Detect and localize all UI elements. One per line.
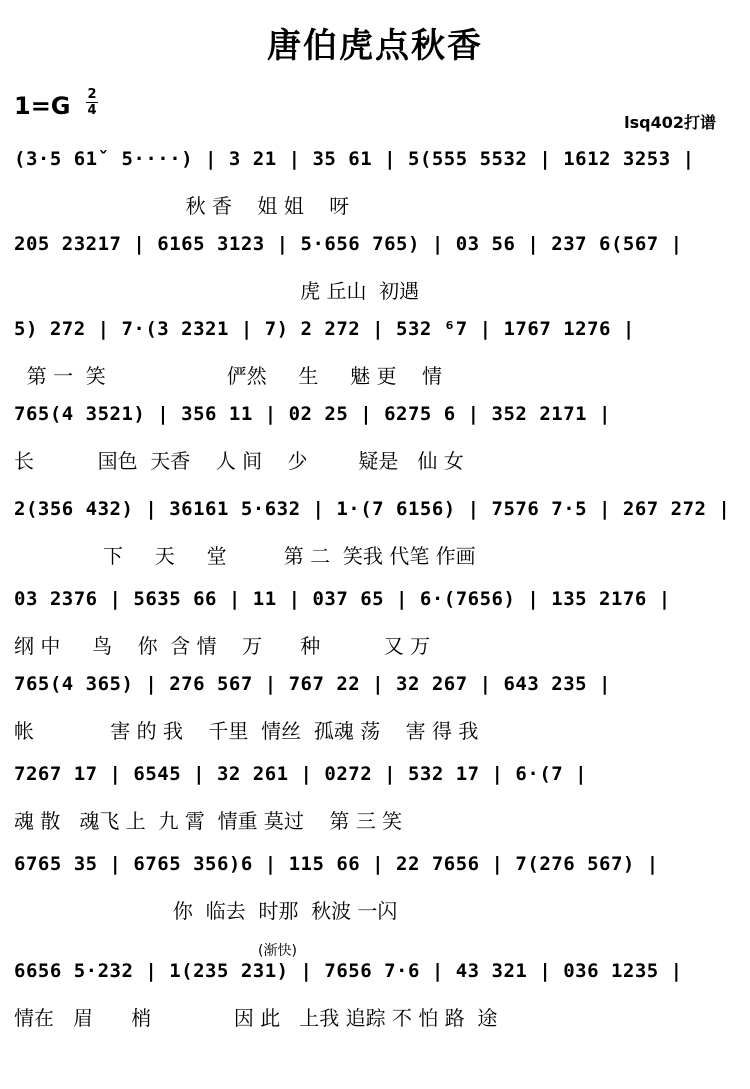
lyric-line: 下 天 堂 第 二 笑我 代笔 作画 [14,544,476,568]
time-signature-top: 2 [87,87,97,102]
transcriber-credit: lsq402打谱 [624,113,716,132]
tempo-marking: (渐快) [258,943,297,959]
lyric-line: 虎 丘山 初遇 [14,279,420,303]
key-signature: 1=G [14,92,71,120]
notation-line: (3·5 61ˇ 5····) | 3 21 | 35 61 | 5(555 5532 | 1612 3253 | [14,148,695,170]
lyric-line: 情在 眉 梢 因 此 上我 追踪 不 怕 路 途 [14,1006,498,1030]
lyric-line: 魂 散 魂飞 上 九 霄 情重 莫过 第 三 笑 [14,809,403,833]
notation-line: 03 2376 | 5635 66 | 11 | 037 65 | 6·(7656) | 135 2176 | [14,588,671,610]
notation-line: 6765 35 | 6765 356)6 | 115 66 | 22 7656 | 7(276 567) | [14,853,659,875]
lyric-line: 帐 害 的 我 千里 情丝 孤魂 荡 害 得 我 [14,719,479,743]
time-signature [86,88,98,117]
time-signature-bottom: 4 [87,103,97,118]
lyric-line: 长 国色 天香 人 间 少 疑是 仙 女 [14,449,464,473]
notation-line: 7267 17 | 6545 | 32 261 | 0272 | 532 17 | 6·(7 | [14,763,588,785]
notation-line: 2(356 432) | 36161 5·632 | 1·(7 6156) | 7576 7·5 | 267 272 | [14,498,731,520]
lyric-line: 你 临去 时那 秋波 一闪 [14,899,398,923]
notation-line: 205 23217 | 6165 3123 | 5·656 765) | 03 56 | 237 6(567 | [14,233,683,255]
lyric-line: 秋 香 姐 姐 呀 [14,194,350,218]
notation-line: 765(4 365) | 276 567 | 767 22 | 32 267 | 643 235 | [14,673,611,695]
notation-line: 765(4 3521) | 356 11 | 02 25 | 6275 6 | 352 2171 | [14,403,611,425]
lyric-line: 纲 中 鸟 你 含 情 万 种 又 万 [14,634,431,658]
lyric-line: 第 一 笑 俨然 生 魅 更 情 [14,364,442,388]
notation-line: 5) 272 | 7·(3 2321 | 7) 2 272 | 532 ⁶7 | 1767 1276 | [14,318,635,340]
notation-line: 6656 5·232 | 1(235 231) | 7656 7·6 | 43 321 | 036 1235 | [14,960,683,982]
song-title: 唐伯虎点秋香 [267,26,483,66]
